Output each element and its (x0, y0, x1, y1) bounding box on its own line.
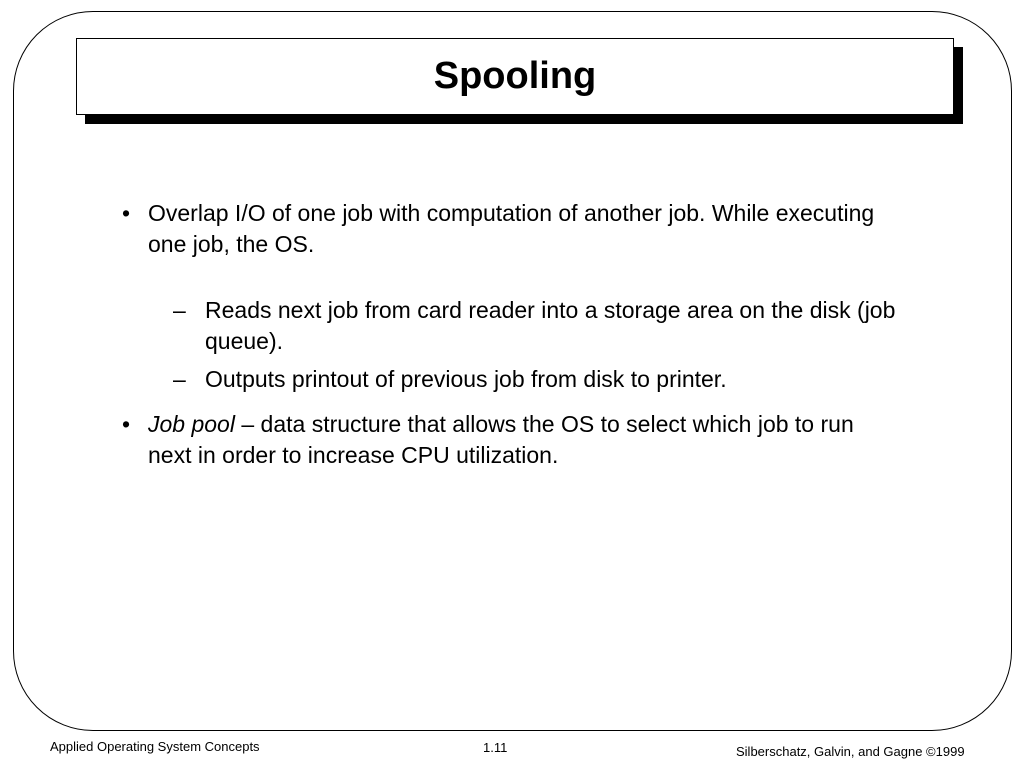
bullet-text: Overlap I/O of one job with computation of another job. While executing one job, the OS. (148, 200, 875, 257)
bullet-term: Job pool (148, 411, 235, 437)
subbullet-marker: – (173, 366, 186, 392)
bullet-text: – data structure that allows the OS to select which job to run next in order to increase CPU utilization. (148, 411, 854, 468)
bullet-item (122, 198, 888, 260)
footer-page-number: 1.11 (483, 740, 508, 755)
slide-title: Spooling (433, 55, 597, 97)
bullet-marker: • (122, 411, 131, 437)
subbullet-item (173, 295, 905, 357)
subbullet-marker: – (173, 297, 186, 323)
subbullet-text: Outputs printout of previous job from disk to printer. (205, 366, 727, 392)
subbullet-item (173, 364, 905, 395)
footer-course-title: Applied Operating System Concepts (50, 739, 260, 754)
bullet-marker: • (122, 200, 131, 226)
bullet-item (122, 409, 898, 471)
footer-copyright: Silberschatz, Galvin, and Gagne ©1999 (736, 744, 965, 759)
subbullet-text: Reads next job from card reader into a storage area on the disk (job queue). (205, 297, 896, 354)
